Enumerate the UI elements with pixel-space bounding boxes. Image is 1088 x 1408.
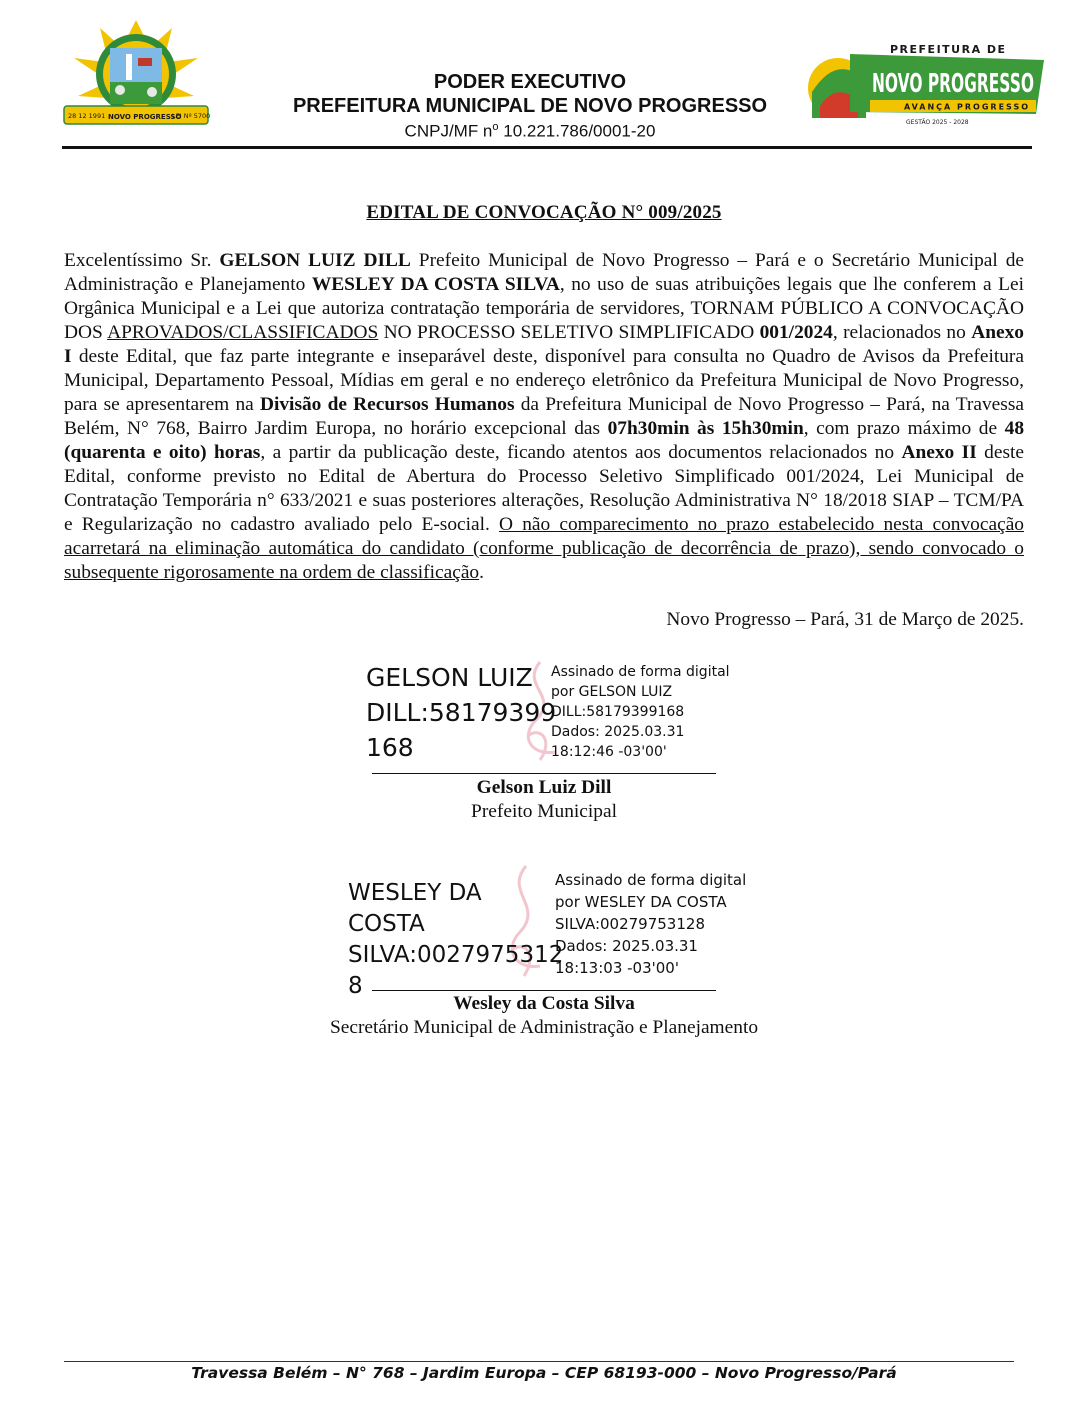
signatory-role: Secretário Municipal de Administração e Planejamento (329, 1017, 759, 1038)
footer-address: Travessa Belém – N° 768 – Jardim Europa – CEP 68193-000 – Novo Progresso/Pará (191, 1364, 897, 1382)
digital-signature-info: Assinado de forma digital por GELSON LUIZ DILL:58179399168 Dados: 2025.03.31 18:12:46 -03'00' (551, 664, 730, 760)
digital-signature-info: Assinado de forma digital por WESLEY DA COSTA SILVA:00279753128 Dados: 2025.03.31 18:13:03 -03'00' (555, 871, 747, 977)
brand-term: GESTÃO 2025 - 2028 (906, 119, 969, 126)
header-cnpj: CNPJ/MF $n^o$ 10.221.786/0001-20 (404, 121, 656, 141)
coat-of-arms-icon (60, 18, 212, 130)
body-paragraph: Excelentíssimo Sr. GELSON LUIZ DILL Prefeito Municipal de Novo Progresso – Pará e o Secretário Municipal de Administração e Planejamento WESLEY DA COSTA SILVA, no uso de suas atribuições legais que lhe conferem a Lei Orgânica Municipal e a Lei que autoriza contratação temporária de servidores, TORNAM PÚBLICO A CONVOCAÇÃO DOS APROVADOS/CLASSIFICADOS NO PROCESSO SELETIVO SIMPLIFICADO 001/2024, relacionados no Anexo I deste Edital, que faz parte integrante e inseparável deste, disponível para consulta no Quadro de Avisos da Prefeitura Municipal, Departamento Pessoal, Mídias em geral e no endereço eletrônico da Prefeitura Municipal de Novo Progresso, para se apresentarem na Divisão de Recursos Humanos da Prefeitura Municipal de Novo Progresso – Pará, na Travessa Belém, N° 768, Bairro Jardim Europa, no horário excepcional das 07h30min às 15h30min, com prazo máximo de 48 (quarenta e oito) horas, a partir da publicação deste, ficando atentos aos documentos relacionados no Anexo II deste Edital, conforme previsto no Edital de Abertura do Processo Seletivo Simplificado 001/2024, Lei Municipal de Contratação Temporária n° 633/2021 e suas posteriores alterações, Resolução Administrativa N° 18/2018 SIAP – TCM/PA e Regularização no cadastro avaliado pelo E-social. O não comparecimento no prazo estabelecido nesta convocação acarretará na eliminação automática do candidato (conforme publicação de decorrência de prazo), sendo convocado o subsequente rigorosamente na ordem de classificação. (64, 250, 1025, 583)
digital-signature-name: GELSON LUIZ DILL:58179399 168 (366, 663, 557, 762)
date-line: Novo Progresso – Pará, 31 de Março de 2025. (666, 609, 1024, 630)
signature-line (372, 990, 716, 991)
header-divider (62, 146, 1032, 149)
coat-ribbon-center: NOVO PROGRESSO (108, 113, 182, 121)
brand-top-text: PREFEITURA DE (890, 43, 1007, 56)
coat-ribbon-right: LEI Nº 5700 (172, 112, 211, 120)
signature-line (372, 773, 716, 774)
coat-ribbon-left: 28 12 1991 (68, 112, 106, 120)
signatory-role: Prefeito Municipal (471, 801, 617, 822)
novo-progresso-logo-icon (806, 42, 1046, 134)
header-line-executive: PODER EXECUTIVO (433, 71, 627, 93)
signatory-name: Gelson Luiz Dill (476, 777, 612, 798)
brand-slogan: AVANÇA PROGRESSO (904, 102, 1031, 112)
footer-divider (64, 1361, 1014, 1362)
brand-main-text: NOVO PROGRESSO (872, 69, 1034, 99)
document-title: EDITAL DE CONVOCAÇÃO N° 009/2025 (366, 202, 722, 223)
digital-signature-name: WESLEY DA COSTA SILVA:0027975312 8 (348, 880, 564, 999)
signatory-name: Wesley da Costa Silva (453, 993, 635, 1014)
header-line-prefecture: PREFEITURA MUNICIPAL DE NOVO PROGRESSO (292, 95, 768, 117)
